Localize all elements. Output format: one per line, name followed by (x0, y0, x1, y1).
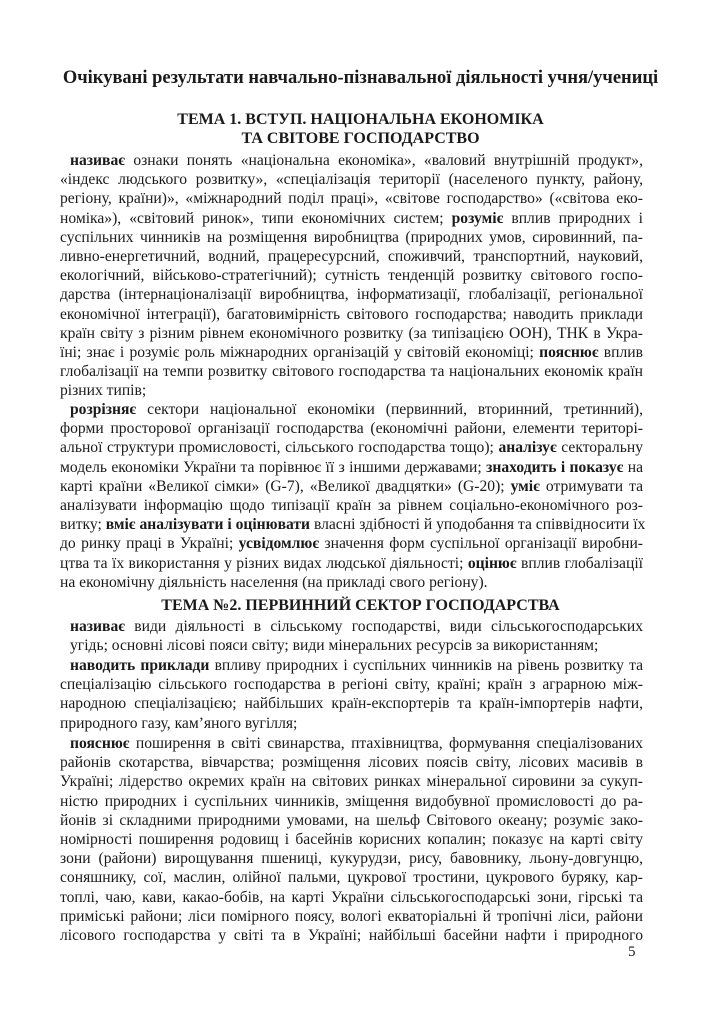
topic1-paragraph1 (60, 151, 643, 400)
text-line: ливно-енергетичний, водний, працересурсний, споживчий, транспортний, науковий, (60, 247, 643, 265)
text-line: аналізувати інформацію щодо типізації країн за рівнем соціально-економічного роз- (60, 496, 643, 514)
text-line: топлі, чаю, кави, какао-бобів, на карті України сільськогосподарські зони, гірські та (60, 888, 643, 906)
text-line: номірності поширення родовищ і басейнів корисних копалин; показує на карті світу (60, 830, 643, 848)
text-line: розрізняє сектори національної економіки (первинний, вторинний, третинний), (70, 401, 643, 418)
page-number: 5 (628, 944, 636, 960)
topic1-heading (0, 110, 721, 148)
text-line: модель економіки України та порівнює її з іншими державами; знаходить і показує на (60, 458, 644, 476)
text-line: зони (райони) вирощування пшениці, кукурудзи, рису, бавовнику, льону-довгунцю, (60, 850, 643, 868)
text-line: називає ознаки понять «національна економіка», «валовий внутрішній продукт», (70, 152, 643, 169)
page-title: Очікувані результати навчально-пізнавальної діяльності учня/учениці (62, 68, 659, 88)
text-line: форми просторової організації господарства (економічні райони, елементи територі- (60, 420, 643, 438)
text-line: цтва та їх використання у різних видах людської діяльності; оцінює вплив глобалізації (60, 554, 643, 572)
text-line: альної структури промисловості, сільського господарства тощо); аналізує секторальну (60, 439, 643, 457)
text-line: народною спеціалізацією; найбільших країн-експортерів та країн-імпортерів нафти, (60, 695, 643, 713)
topic2-heading: ТЕМА №2. ПЕРВИННИЙ СЕКТОР ГОСПОДАРСТВА (161, 597, 560, 614)
text-line: лісового господарства у світі та в Україні; найбільші басейни нафти і природного (60, 926, 643, 944)
text-line: екологічний, військово-стратегічний); сутність тенденцій розвитку світового госпо- (60, 267, 643, 285)
text-line: Україні; лідерство окремих країн на світових ринках мінеральної сировини за сукуп- (60, 773, 643, 791)
text-line: витку; вміє аналізувати і оцінювати власні здібності й уподобання та співвідносити їх (60, 516, 646, 534)
text-line: природного газу, кам’яного вугілля; (60, 714, 298, 732)
text-line: угідь; основні лісові пояси світу; види мінеральних ресурсів за використанням; (70, 637, 599, 655)
text-line: на економічну діяльність населення (на прикладі свого регіону). (60, 573, 488, 591)
text-line: «індекс людського розвитку», «спеціалізація території (населеного пункту, району, (60, 171, 643, 189)
topic2-paragraph2 (60, 656, 643, 733)
text-line: карті країни «Великої сімки» (G-7), «Великої двадцятки» (G-20); уміє отримувати та (60, 477, 643, 495)
text-line: економічної інтеграції), багатовимірність світового господарства; наводить приклади (60, 305, 643, 323)
topic1-heading-line1: ТЕМА 1. ВСТУП. НАЦІОНАЛЬНА ЕКОНОМІКА (177, 111, 544, 128)
text-line: регіону, країни)», «міжнародний поділ праці», «світове господарство» («світова еко- (60, 190, 643, 208)
topic2-paragraph1 (60, 617, 643, 655)
topic1-heading-line2: ТА СВІТОВЕ ГОСПОДАРСТВО (241, 130, 480, 147)
topic2-paragraph3 (60, 734, 643, 945)
text-line: соняшнику, сої, маслин, олійної пальми, цукрової тростини, цукрового буряку, кар- (60, 869, 643, 887)
text-line: дарства (інтернаціоналізації виробництва, інформатизації, глобалізації, регіональної (60, 286, 643, 304)
text-line: їні; знає і розуміє роль міжнародних організацій у світовій економіці; пояснює вплив (60, 343, 643, 361)
text-line: наводить приклади впливу природних і суспільних чинників на рівень розвитку та (70, 657, 643, 674)
text-line: різних типів; (60, 382, 147, 400)
text-line: йонів зі складними природними умовами, на шельф Світового океану; розуміє зако- (60, 811, 643, 829)
text-line: спеціалізацію сільського господарства в регіоні світу, країні; країн з аграрною між- (60, 676, 643, 694)
text-line: суспільних чинників на розміщення виробництва (природних умов, сировинний, па- (60, 228, 643, 246)
text-line: ністю природних і суспільних чинників, зміщення видобувної промисловості до ра- (60, 792, 643, 810)
text-line: країн світу з різним рівнем економічного розвитку (за типізацією ООН), ТНК в Укра- (60, 324, 643, 342)
text-line: приміські райони; ліси помірного поясу, вологі екваторіальні й тропічні ліси, райони (60, 907, 643, 925)
text-line: номіка»), «світовий ринок», типи економічних систем; розуміє вплив природних і (60, 209, 643, 227)
text-line: глобалізації на темпи розвитку світового господарства та національних економік країн (60, 363, 643, 381)
topic1-paragraph2 (60, 400, 646, 592)
text-line: називає види діяльності в сільському господарстві, види сільськогосподарських (70, 618, 643, 635)
text-line: районів скотарства, вівчарства; розміщення лісових поясів світу, лісових масивів в (60, 754, 643, 772)
text-line: до ринку праці в Україні; усвідомлює значення форм суспільної організації виробни- (60, 535, 643, 553)
text-line: пояснює поширення в світі свинарства, птахівництва, формування спеціалізованих (70, 735, 643, 752)
